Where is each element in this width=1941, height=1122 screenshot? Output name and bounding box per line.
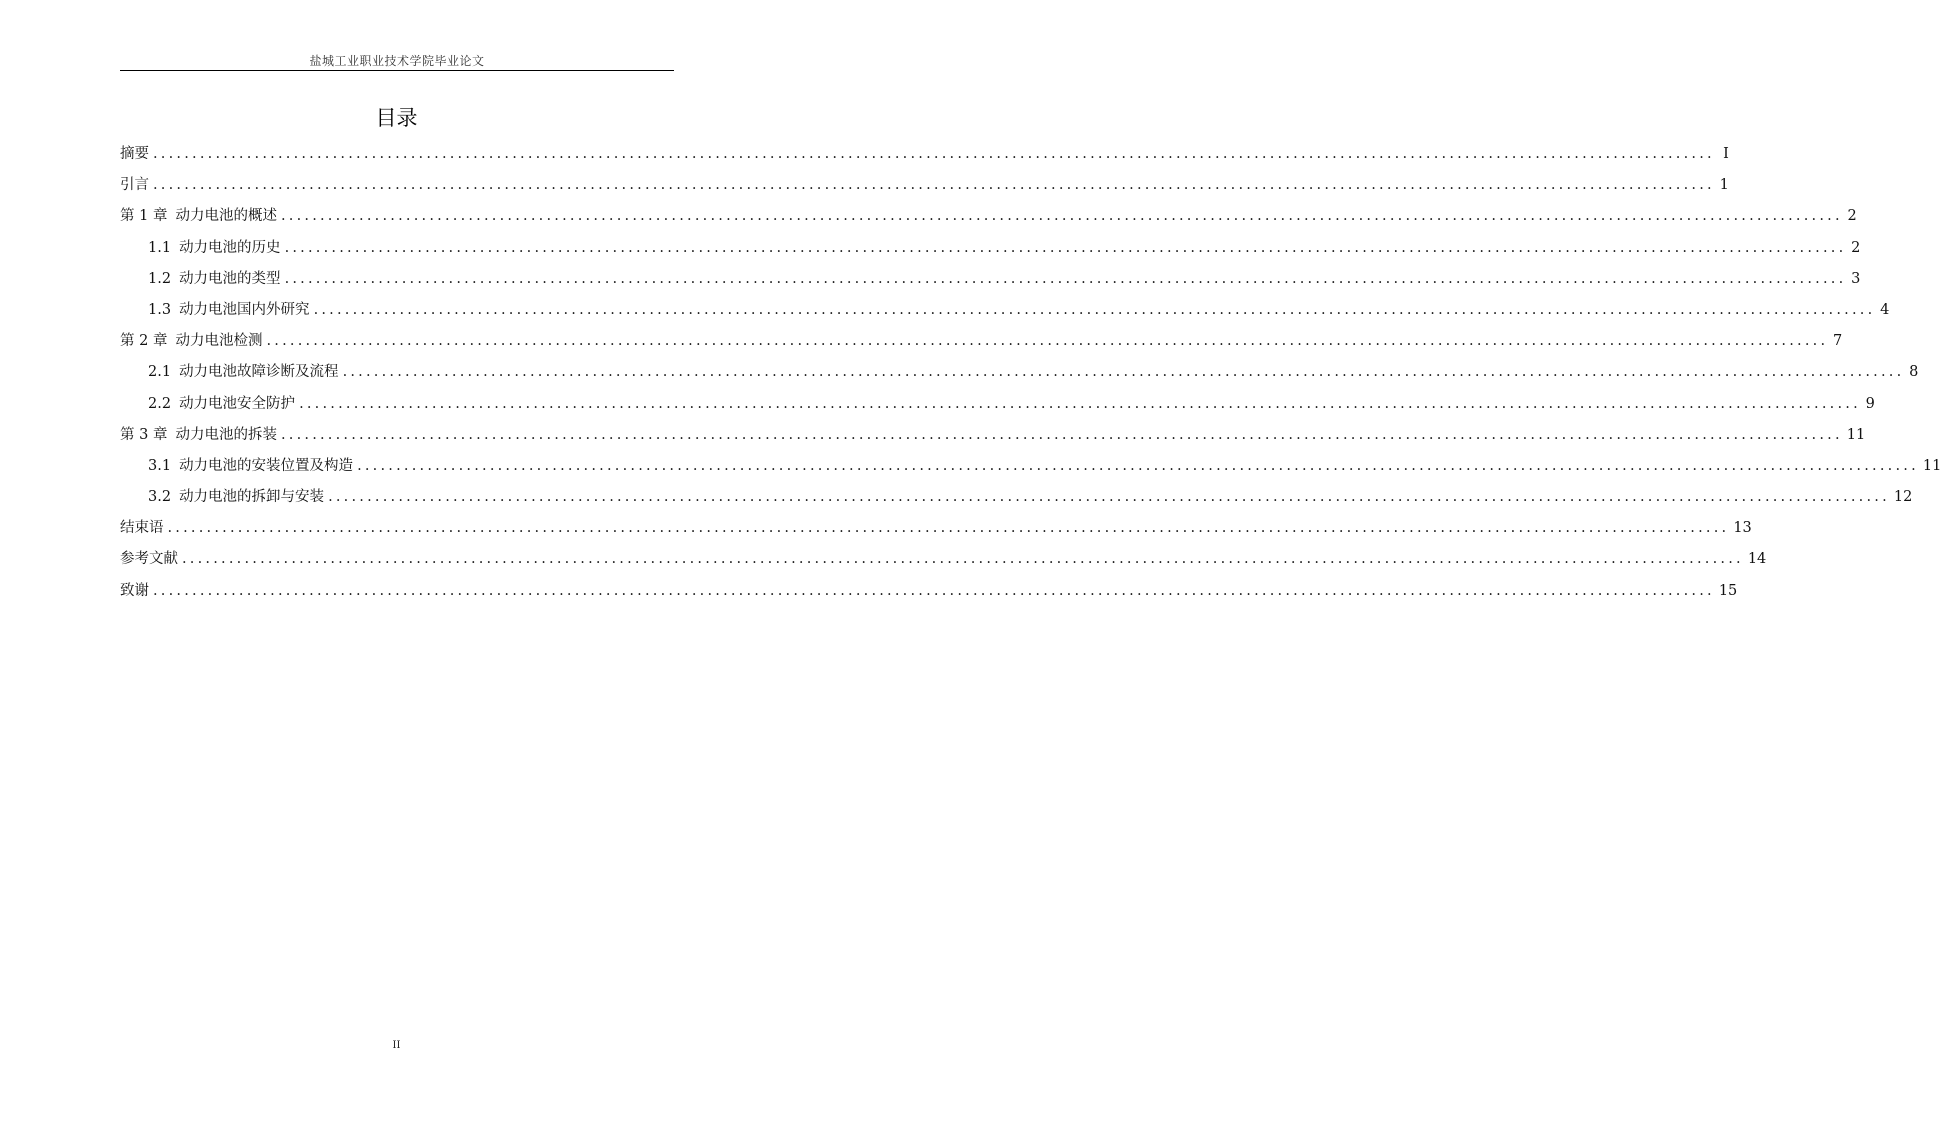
toc-leader-dots: ........................................................................................................................................................................................................ — [284, 239, 1847, 256]
toc-entry-conclusion[interactable] — [120, 513, 1752, 544]
toc-leader-dots: ........................................................................................................................................................................................................ — [328, 489, 1890, 506]
toc-leader-dots: ........................................................................................................................................................................................................ — [280, 426, 1843, 443]
toc-entry-label: 动力电池的类型 — [179, 270, 281, 287]
toc-entry-label: 动力电池检测 — [175, 333, 263, 350]
toc-entry-label: 动力电池的拆卸与安装 — [179, 489, 325, 506]
toc-entry-number: 3.1 — [148, 457, 172, 474]
toc-leader-dots: ........................................................................................................................................................................................................ — [182, 551, 1744, 568]
toc-entry-number: 3.2 — [148, 489, 172, 506]
header-rule — [120, 70, 674, 71]
toc-entry-acknowledgements[interactable] — [120, 576, 1738, 607]
toc-entry-label: 动力电池安全防护 — [179, 395, 296, 412]
toc-leader-dots: ........................................................................................................................................................................................................ — [284, 270, 1847, 287]
toc-entry-label: 动力电池国内外研究 — [179, 301, 310, 318]
toc-entry-references[interactable] — [120, 544, 1767, 575]
table-of-contents — [120, 139, 1941, 607]
toc-leader-dots: ........................................................................................................................................................................................................ — [299, 395, 1861, 412]
toc-entry-section-1-1[interactable] — [120, 233, 1861, 264]
toc-entry-number: 2.1 — [148, 364, 172, 381]
toc-entry-section-2-1[interactable] — [120, 357, 1919, 388]
toc-entry-abstract[interactable] — [120, 139, 1729, 170]
toc-entry-number: 2.2 — [148, 395, 172, 412]
toc-entry-section-1-3[interactable] — [120, 295, 1890, 326]
toc-entry-label: 致谢 — [120, 582, 149, 599]
toc-leader-dots: ........................................................................................................................................................................................................ — [266, 333, 1829, 350]
toc-entry-page: 8 — [1909, 364, 1919, 381]
toc-entry-label: 摘要 — [120, 146, 149, 162]
toc-entry-page: 15 — [1718, 582, 1738, 599]
page-number: II — [392, 1040, 401, 1051]
toc-entry-number: 第 2 章 — [120, 333, 168, 350]
toc-entry-page: 14 — [1747, 551, 1767, 568]
toc-entry-label: 动力电池的安装位置及构造 — [179, 457, 354, 474]
toc-title: 目录 — [375, 106, 418, 130]
toc-leader-dots: ........................................................................................................................................................................................................ — [313, 301, 1876, 318]
toc-leader-dots: ........................................................................................................................................................................................................ — [357, 457, 1919, 474]
toc-entry-page: 4 — [1880, 301, 1890, 318]
toc-entry-chapter-3[interactable] — [120, 420, 1866, 451]
toc-leader-dots: ........................................................................................................................................................................................................ — [153, 582, 1715, 599]
toc-entry-label: 动力电池故障诊断及流程 — [179, 364, 339, 381]
toc-leader-dots: ........................................................................................................................................................................................................ — [153, 146, 1715, 162]
toc-entry-label: 引言 — [120, 177, 149, 194]
toc-entry-chapter-2[interactable] — [120, 326, 1843, 357]
toc-entry-label: 结束语 — [120, 520, 164, 537]
toc-leader-dots: ........................................................................................................................................................................................................ — [153, 177, 1715, 194]
toc-entry-number: 第 3 章 — [120, 426, 168, 443]
toc-entry-page: 3 — [1851, 270, 1861, 287]
toc-entry-page: 2 — [1847, 208, 1857, 225]
toc-entry-section-3-2[interactable] — [120, 482, 1913, 513]
toc-entry-page: 2 — [1851, 239, 1861, 256]
toc-entry-page: 11 — [1922, 457, 1941, 474]
toc-entry-section-1-2[interactable] — [120, 264, 1861, 295]
toc-entry-page: 11 — [1846, 426, 1866, 443]
toc-entry-number: 第 1 章 — [120, 208, 168, 225]
toc-entry-page: 7 — [1833, 333, 1843, 350]
toc-entry-label: 参考文献 — [120, 551, 178, 568]
toc-leader-dots: ........................................................................................................................................................................................................ — [280, 208, 1843, 225]
toc-entry-number: 1.2 — [148, 270, 172, 287]
toc-leader-dots: ........................................................................................................................................................................................................ — [167, 520, 1730, 537]
toc-entry-label: 动力电池的拆装 — [175, 426, 277, 443]
toc-entry-section-2-2[interactable] — [120, 389, 1875, 420]
page-header: 盐城工业职业技术学院毕业论文 — [309, 54, 485, 68]
toc-entry-page: 12 — [1893, 489, 1913, 506]
toc-entry-chapter-1[interactable] — [120, 201, 1857, 232]
toc-entry-page: 13 — [1733, 520, 1752, 537]
toc-entry-number: 1.1 — [148, 239, 172, 256]
toc-entry-section-3-1[interactable] — [120, 451, 1941, 482]
toc-entry-page: 1 — [1719, 177, 1729, 194]
toc-entry-page: I — [1723, 146, 1729, 162]
toc-entry-label: 动力电池的概述 — [175, 208, 277, 225]
toc-entry-label: 动力电池的历史 — [179, 239, 281, 256]
toc-entry-introduction[interactable] — [120, 170, 1729, 201]
toc-entry-number: 1.3 — [148, 301, 172, 318]
toc-entry-page: 9 — [1865, 395, 1875, 412]
toc-leader-dots: ........................................................................................................................................................................................................ — [342, 364, 1905, 381]
